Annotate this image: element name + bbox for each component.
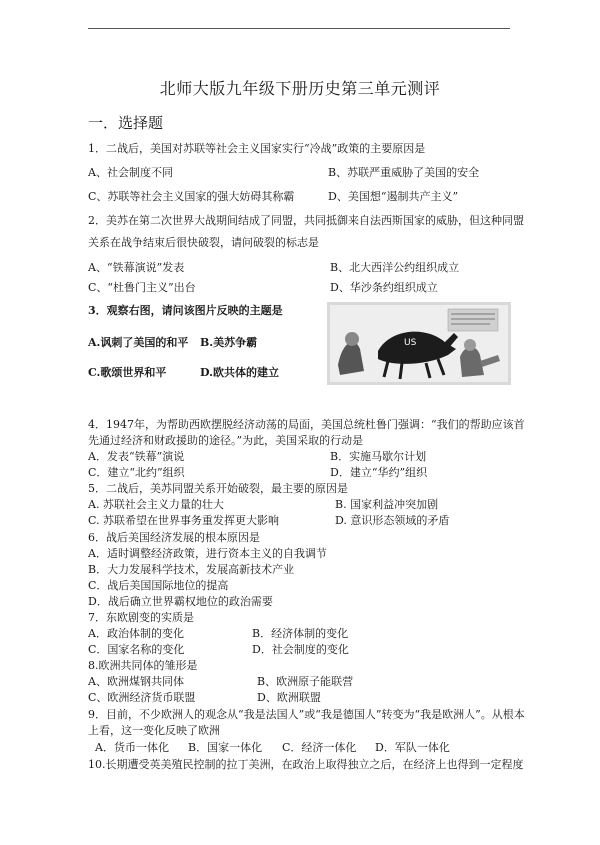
question-9-option-d: D．军队一体化 — [375, 741, 450, 754]
question-1-option-a: A、社会制度不同 — [88, 166, 173, 179]
question-7-option-b: B．经济体制的变化 — [252, 627, 349, 640]
question-3-option-b: B.美苏争霸 — [200, 336, 258, 349]
question-1-option-b: B、苏联严重威胁了美国的安全 — [328, 166, 480, 179]
cartoon-drawing — [330, 305, 508, 382]
question-7-option-d: D．社会制度的变化 — [252, 643, 349, 656]
question-8-stem: 8.欧洲共同体的雏形是 — [88, 659, 198, 672]
question-2-option-d: D、华沙条约组织成立 — [330, 281, 438, 294]
question-5-option-d: D. 意识形态领域的矛盾 — [335, 514, 450, 527]
question-7-option-a: A．政治体制的变化 — [88, 627, 184, 640]
question-3-option-c: C.歌颂世界和平 — [88, 366, 167, 379]
question-9-option-b: B．国家一体化 — [188, 741, 263, 754]
cartoon-us-label: US — [404, 338, 417, 348]
section-heading: 一．选择题 — [88, 114, 164, 132]
question-1-option-c: C、苏联等社会主义国家的强大妨碍其称霸 — [88, 190, 295, 203]
question-4-stem-line1: 4．1947年，为帮助西欧摆脱经济动荡的局面，美国总统杜鲁门强调：“我们的帮助应该首 — [88, 418, 525, 431]
question-8-option-b: B、欧洲原子能联营 — [257, 675, 354, 688]
question-9-option-c: C．经济一体化 — [282, 741, 357, 754]
question-5-option-b: B. 国家利益冲突加剧 — [335, 498, 439, 511]
question-4-option-a: A．发表“铁幕”演说 — [88, 450, 185, 463]
question-1-stem: 1．二战后，美国对苏联等社会主义国家实行“冷战”政策的主要原因是 — [88, 142, 426, 155]
question-5-option-a: A. 苏联社会主义力量的壮大 — [88, 498, 224, 511]
question-6-stem: 6．战后美国经济发展的根本原因是 — [88, 531, 260, 544]
question-6-option-a: A．适时调整经济政策，进行资本主义的自我调节 — [88, 547, 327, 560]
question-8-option-d: D、欧洲联盟 — [257, 691, 321, 704]
question-3-stem: 3．观察右图，请问该图片反映的主题是 — [88, 304, 283, 317]
question-9-stem-line1: 9．目前，不少欧洲人的观念从“我是法国人”或“我是德国人”转变为“我是欧洲人”。从根本 — [88, 708, 525, 721]
question-9-option-a: A．货币一体化 — [95, 741, 169, 754]
question-7-option-c: C．国家名称的变化 — [88, 643, 185, 656]
question-5-stem: 5．二战后，美苏同盟关系开始破裂，最主要的原因是 — [88, 482, 348, 495]
top-rule — [88, 28, 510, 29]
question-2-option-b: B、北大西洋公约组织成立 — [330, 261, 460, 274]
question-3-option-a: A.讽刺了美国的和平 — [88, 336, 189, 349]
question-7-stem: 7．东欧剧变的实质是 — [88, 611, 194, 624]
question-4-option-c: C．建立“北约”组织 — [88, 466, 185, 479]
question-4-stem-line2: 先通过经济和财政援助的途径。”为此，美国采取的行动是 — [88, 434, 364, 447]
question-3-option-d: D.欧共体的建立 — [200, 366, 279, 379]
political-cartoon-image — [327, 302, 511, 385]
question-6-option-b: B．大力发展科学技术，发展高新技术产业 — [88, 563, 295, 576]
question-9-stem-line2: 上看，这一变化反映了欧洲 — [88, 724, 220, 737]
question-4-option-b: B．实施马歇尔计划 — [330, 450, 427, 463]
question-2-option-c: C、“杜鲁门主义”出台 — [88, 281, 196, 294]
question-2-stem-line2: 关系在战争结束后很快破裂，请问破裂的标志是 — [88, 236, 319, 249]
question-2-stem-line1: 2．美苏在第二次世界大战期间结成了同盟，共同抵御来自法西斯国家的威胁，但这种同盟 — [88, 214, 524, 227]
question-8-option-a: A、欧洲煤钢共同体 — [88, 675, 184, 688]
question-6-option-c: C．战后美国国际地位的提高 — [88, 579, 229, 592]
question-4-option-d: D．建立“华约”组织 — [330, 466, 428, 479]
question-10-stem: 10.长期遭受英美殖民控制的拉丁美洲，在政治上取得独立之后，在经济上也得到一定程度 — [88, 758, 524, 771]
question-8-option-c: C、欧洲经济货币联盟 — [88, 691, 196, 704]
question-1-option-d: D、美国想“遏制共产主义” — [328, 190, 459, 203]
question-2-option-a: A、“铁幕演说”发表 — [88, 261, 185, 274]
page-title: 北师大版九年级下册历史第三单元测评 — [159, 79, 441, 98]
question-6-option-d: D．战后确立世界霸权地位的政治需要 — [88, 595, 273, 608]
question-5-option-c: C. 苏联希望在世界事务重发挥更大影响 — [88, 514, 280, 527]
